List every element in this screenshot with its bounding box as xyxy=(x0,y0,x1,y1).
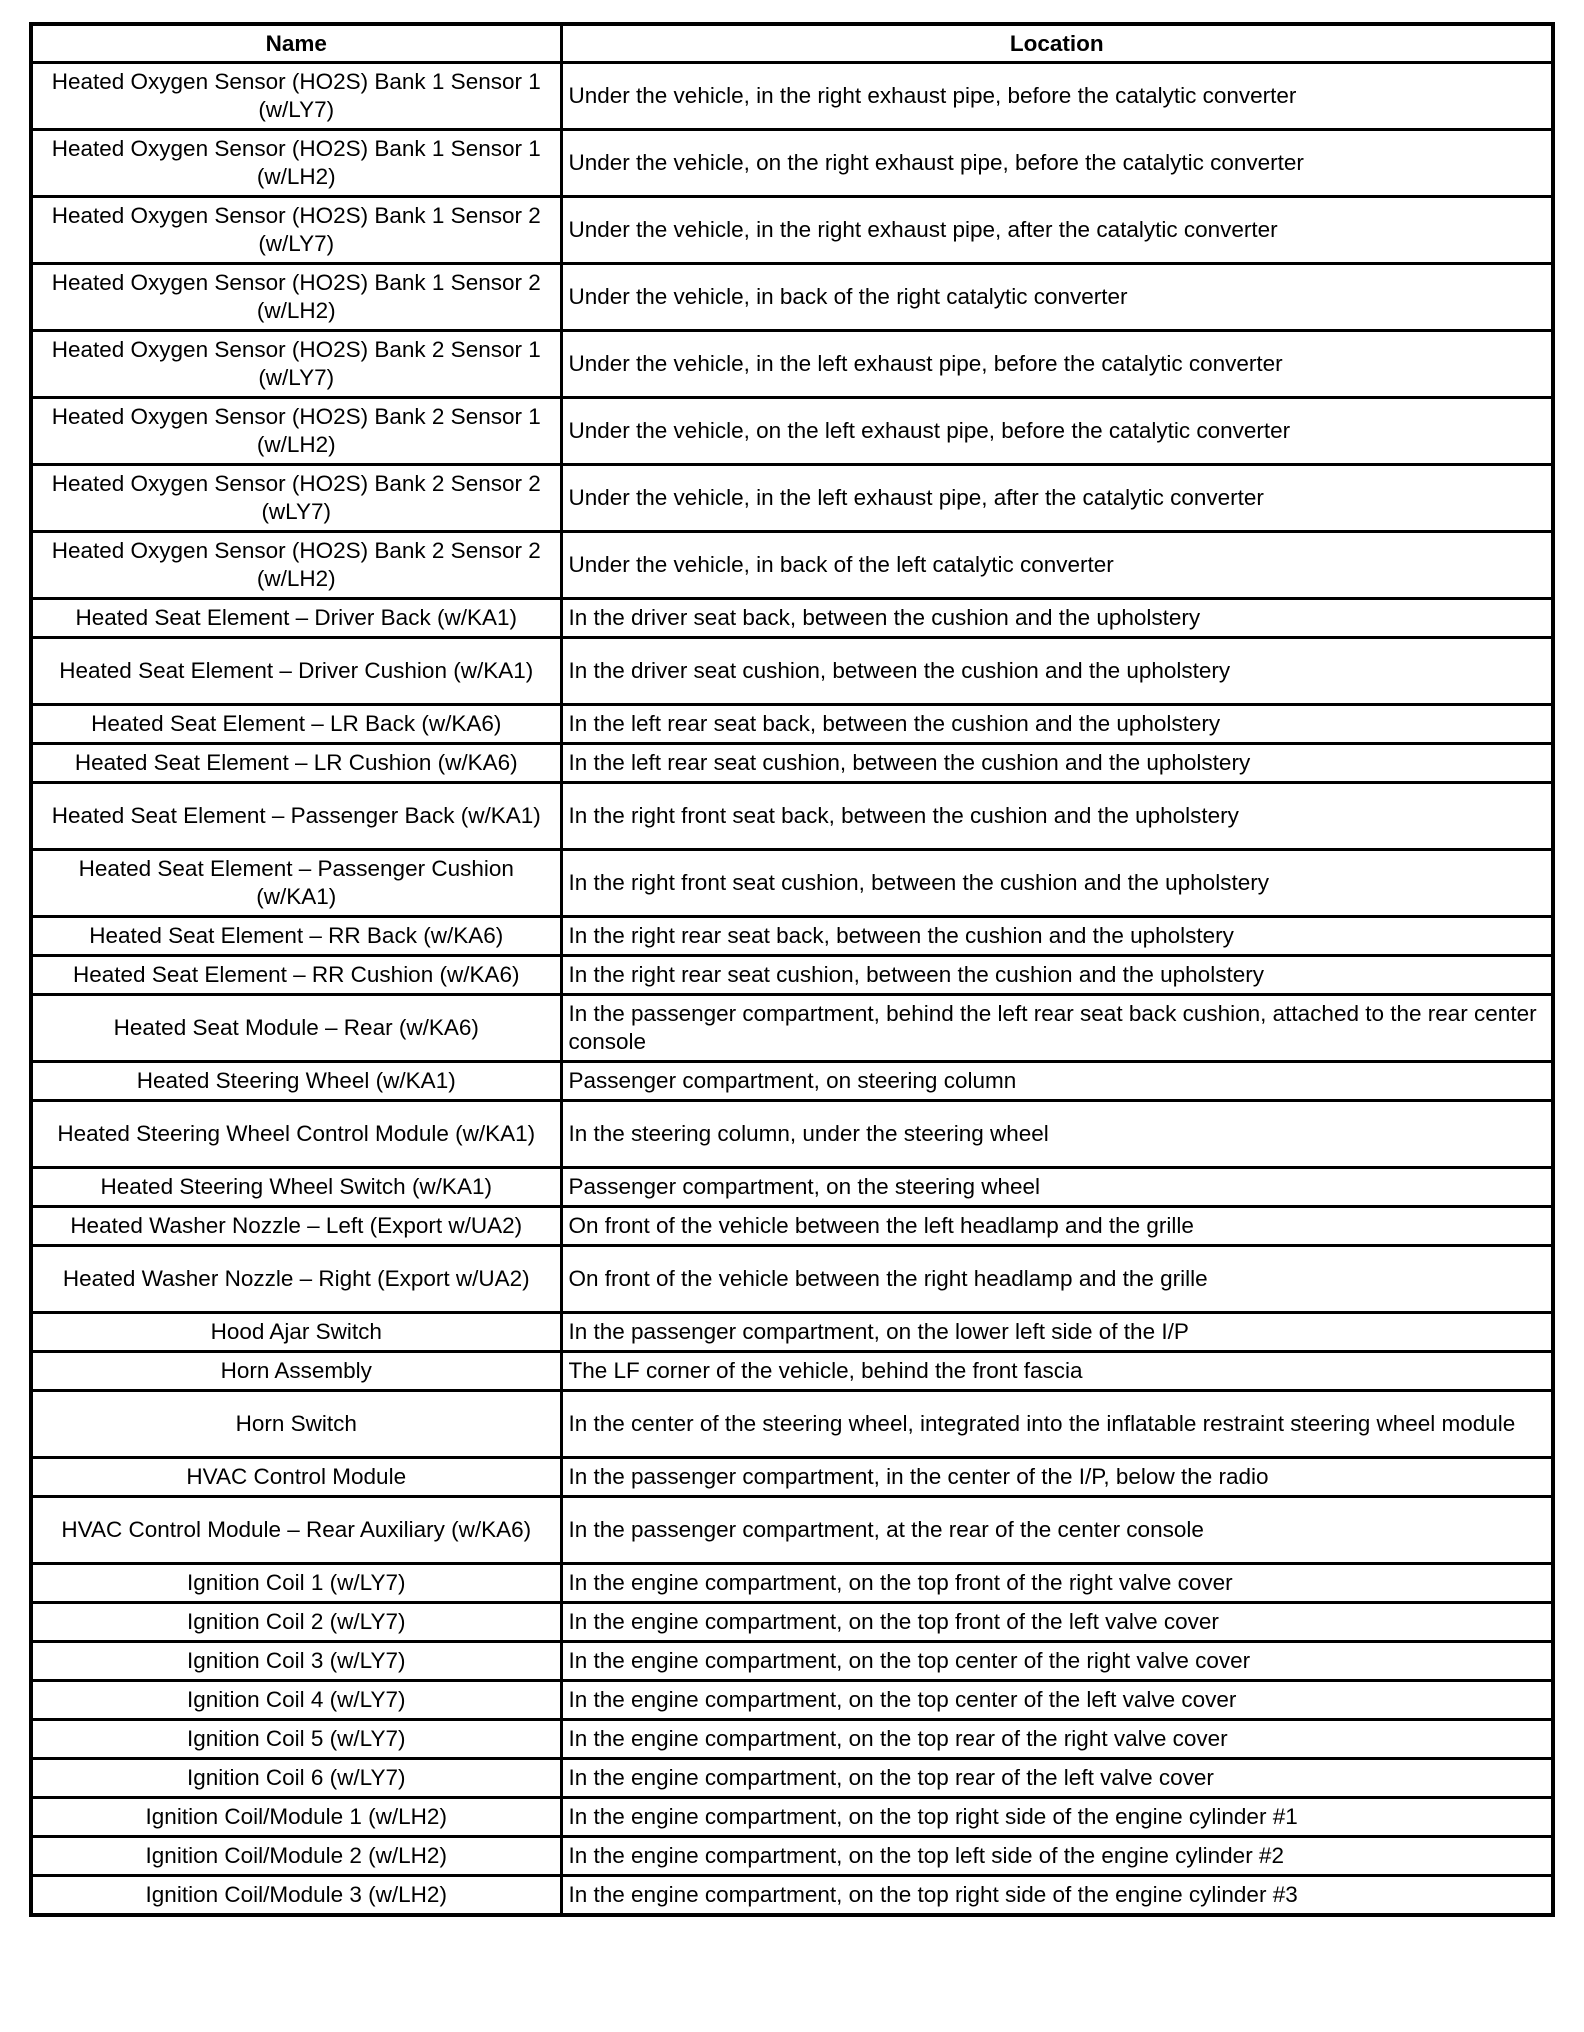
component-location-cell: On front of the vehicle between the left headlamp and the grille xyxy=(561,1207,1553,1246)
component-location-cell: In the engine compartment, on the top right side of the engine cylinder #3 xyxy=(561,1876,1553,1916)
component-location-cell: In the driver seat back, between the cushion and the upholstery xyxy=(561,599,1553,638)
component-name-cell: Heated Oxygen Sensor (HO2S) Bank 1 Sensor 2 (w/LH2) xyxy=(31,264,561,331)
component-location-cell: In the steering column, under the steering wheel xyxy=(561,1101,1553,1168)
component-location-cell: In the engine compartment, on the top rear of the right valve cover xyxy=(561,1720,1553,1759)
component-name-cell: Heated Oxygen Sensor (HO2S) Bank 1 Sensor 1 (w/LY7) xyxy=(31,63,561,130)
table-row xyxy=(31,264,1553,331)
component-name-cell: HVAC Control Module – Rear Auxiliary (w/KA6) xyxy=(31,1497,561,1564)
table-row xyxy=(31,398,1553,465)
table-row xyxy=(31,1458,1553,1497)
table-row xyxy=(31,1497,1553,1564)
component-location-cell: Under the vehicle, on the right exhaust pipe, before the catalytic converter xyxy=(561,130,1553,197)
table-row xyxy=(31,1313,1553,1352)
component-location-cell: In the passenger compartment, behind the left rear seat back cushion, attached to the rear center console xyxy=(561,995,1553,1062)
component-location-cell: In the right front seat back, between the cushion and the upholstery xyxy=(561,783,1553,850)
component-location-cell: In the engine compartment, on the top center of the left valve cover xyxy=(561,1681,1553,1720)
table-row xyxy=(31,995,1553,1062)
table-row xyxy=(31,599,1553,638)
component-name-cell: Ignition Coil/Module 2 (w/LH2) xyxy=(31,1837,561,1876)
component-name-cell: Heated Seat Element – RR Cushion (w/KA6) xyxy=(31,956,561,995)
component-name-cell: Heated Oxygen Sensor (HO2S) Bank 2 Sensor 1 (w/LY7) xyxy=(31,331,561,398)
component-name-cell: Heated Oxygen Sensor (HO2S) Bank 1 Sensor 1 (w/LH2) xyxy=(31,130,561,197)
table-row xyxy=(31,1168,1553,1207)
table-row xyxy=(31,1798,1553,1837)
table-row xyxy=(31,705,1553,744)
component-name-cell: Heated Seat Module – Rear (w/KA6) xyxy=(31,995,561,1062)
component-location-cell: Under the vehicle, in the left exhaust pipe, after the catalytic converter xyxy=(561,465,1553,532)
component-location-cell: In the passenger compartment, at the rear of the center console xyxy=(561,1497,1553,1564)
component-name-cell: Hood Ajar Switch xyxy=(31,1313,561,1352)
component-name-cell: Horn Switch xyxy=(31,1391,561,1458)
table-row xyxy=(31,1720,1553,1759)
component-location-cell: In the engine compartment, on the top right side of the engine cylinder #1 xyxy=(561,1798,1553,1837)
component-name-cell: Ignition Coil 5 (w/LY7) xyxy=(31,1720,561,1759)
component-location-cell: In the engine compartment, on the top front of the right valve cover xyxy=(561,1564,1553,1603)
component-location-cell: In the passenger compartment, on the lower left side of the I/P xyxy=(561,1313,1553,1352)
component-location-cell: In the engine compartment, on the top rear of the left valve cover xyxy=(561,1759,1553,1798)
component-location-cell: In the right rear seat back, between the cushion and the upholstery xyxy=(561,917,1553,956)
component-name-cell: Heated Oxygen Sensor (HO2S) Bank 1 Sensor 2 (w/LY7) xyxy=(31,197,561,264)
component-location-cell: In the engine compartment, on the top center of the right valve cover xyxy=(561,1642,1553,1681)
component-location-cell: Under the vehicle, in back of the left catalytic converter xyxy=(561,532,1553,599)
table-row xyxy=(31,850,1553,917)
table-row xyxy=(31,783,1553,850)
component-name-cell: Heated Steering Wheel Switch (w/KA1) xyxy=(31,1168,561,1207)
table-header-row xyxy=(31,24,1553,63)
component-location-cell: Under the vehicle, on the left exhaust pipe, before the catalytic converter xyxy=(561,398,1553,465)
component-location-cell: In the right front seat cushion, between the cushion and the upholstery xyxy=(561,850,1553,917)
table-row xyxy=(31,63,1553,130)
component-name-cell: Ignition Coil/Module 1 (w/LH2) xyxy=(31,1798,561,1837)
table-row xyxy=(31,1603,1553,1642)
table-row xyxy=(31,638,1553,705)
table-row xyxy=(31,1837,1553,1876)
column-header-location: Location xyxy=(561,24,1553,63)
table-row xyxy=(31,331,1553,398)
column-header-name: Name xyxy=(31,24,561,63)
table-row xyxy=(31,1352,1553,1391)
component-name-cell: Heated Seat Element – RR Back (w/KA6) xyxy=(31,917,561,956)
table-row xyxy=(31,1246,1553,1313)
table-row xyxy=(31,1062,1553,1101)
component-name-cell: Heated Oxygen Sensor (HO2S) Bank 2 Sensor 1 (w/LH2) xyxy=(31,398,561,465)
component-location-cell: In the center of the steering wheel, integrated into the inflatable restraint steering wheel module xyxy=(561,1391,1553,1458)
component-name-cell: Heated Oxygen Sensor (HO2S) Bank 2 Sensor 2 (wLY7) xyxy=(31,465,561,532)
table-row xyxy=(31,956,1553,995)
component-location-cell: Under the vehicle, in the right exhaust pipe, after the catalytic converter xyxy=(561,197,1553,264)
table-row xyxy=(31,130,1553,197)
component-name-cell: Heated Washer Nozzle – Right (Export w/UA2) xyxy=(31,1246,561,1313)
component-location-cell: In the engine compartment, on the top left side of the engine cylinder #2 xyxy=(561,1837,1553,1876)
component-location-cell: In the passenger compartment, in the center of the I/P, below the radio xyxy=(561,1458,1553,1497)
component-location-cell: On front of the vehicle between the right headlamp and the grille xyxy=(561,1246,1553,1313)
table-row xyxy=(31,1759,1553,1798)
table-row xyxy=(31,465,1553,532)
table-row xyxy=(31,1642,1553,1681)
component-location-cell: In the left rear seat cushion, between the cushion and the upholstery xyxy=(561,744,1553,783)
table-row xyxy=(31,1391,1553,1458)
component-location-cell: In the engine compartment, on the top front of the left valve cover xyxy=(561,1603,1553,1642)
component-name-cell: Heated Seat Element – Passenger Back (w/KA1) xyxy=(31,783,561,850)
component-name-cell: Horn Assembly xyxy=(31,1352,561,1391)
table-row xyxy=(31,1207,1553,1246)
component-name-cell: Ignition Coil/Module 3 (w/LH2) xyxy=(31,1876,561,1916)
component-name-cell: Heated Seat Element – Passenger Cushion (w/KA1) xyxy=(31,850,561,917)
component-location-cell: Passenger compartment, on the steering wheel xyxy=(561,1168,1553,1207)
table-row xyxy=(31,1101,1553,1168)
component-name-cell: Heated Seat Element – Driver Back (w/KA1) xyxy=(31,599,561,638)
component-name-cell: Ignition Coil 1 (w/LY7) xyxy=(31,1564,561,1603)
table-row xyxy=(31,197,1553,264)
table-row xyxy=(31,1876,1553,1916)
component-location-cell: The LF corner of the vehicle, behind the front fascia xyxy=(561,1352,1553,1391)
table-row xyxy=(31,532,1553,599)
table-row xyxy=(31,1564,1553,1603)
component-location-cell: Under the vehicle, in the left exhaust pipe, before the catalytic converter xyxy=(561,331,1553,398)
component-location-cell: In the left rear seat back, between the cushion and the upholstery xyxy=(561,705,1553,744)
component-name-cell: Heated Steering Wheel (w/KA1) xyxy=(31,1062,561,1101)
component-location-cell: Under the vehicle, in back of the right catalytic converter xyxy=(561,264,1553,331)
component-name-cell: Heated Washer Nozzle – Left (Export w/UA2) xyxy=(31,1207,561,1246)
component-name-cell: Ignition Coil 6 (w/LY7) xyxy=(31,1759,561,1798)
component-location-table xyxy=(29,22,1555,1917)
component-name-cell: Heated Oxygen Sensor (HO2S) Bank 2 Sensor 2 (w/LH2) xyxy=(31,532,561,599)
component-name-cell: Heated Seat Element – LR Cushion (w/KA6) xyxy=(31,744,561,783)
table-row xyxy=(31,1681,1553,1720)
component-name-cell: Heated Steering Wheel Control Module (w/KA1) xyxy=(31,1101,561,1168)
component-name-cell: Heated Seat Element – LR Back (w/KA6) xyxy=(31,705,561,744)
component-location-cell: Passenger compartment, on steering column xyxy=(561,1062,1553,1101)
component-name-cell: HVAC Control Module xyxy=(31,1458,561,1497)
component-location-cell: Under the vehicle, in the right exhaust pipe, before the catalytic converter xyxy=(561,63,1553,130)
component-name-cell: Heated Seat Element – Driver Cushion (w/KA1) xyxy=(31,638,561,705)
component-name-cell: Ignition Coil 4 (w/LY7) xyxy=(31,1681,561,1720)
component-name-cell: Ignition Coil 2 (w/LY7) xyxy=(31,1603,561,1642)
table-row xyxy=(31,744,1553,783)
component-location-cell: In the right rear seat cushion, between the cushion and the upholstery xyxy=(561,956,1553,995)
table-row xyxy=(31,917,1553,956)
component-location-cell: In the driver seat cushion, between the cushion and the upholstery xyxy=(561,638,1553,705)
component-name-cell: Ignition Coil 3 (w/LY7) xyxy=(31,1642,561,1681)
